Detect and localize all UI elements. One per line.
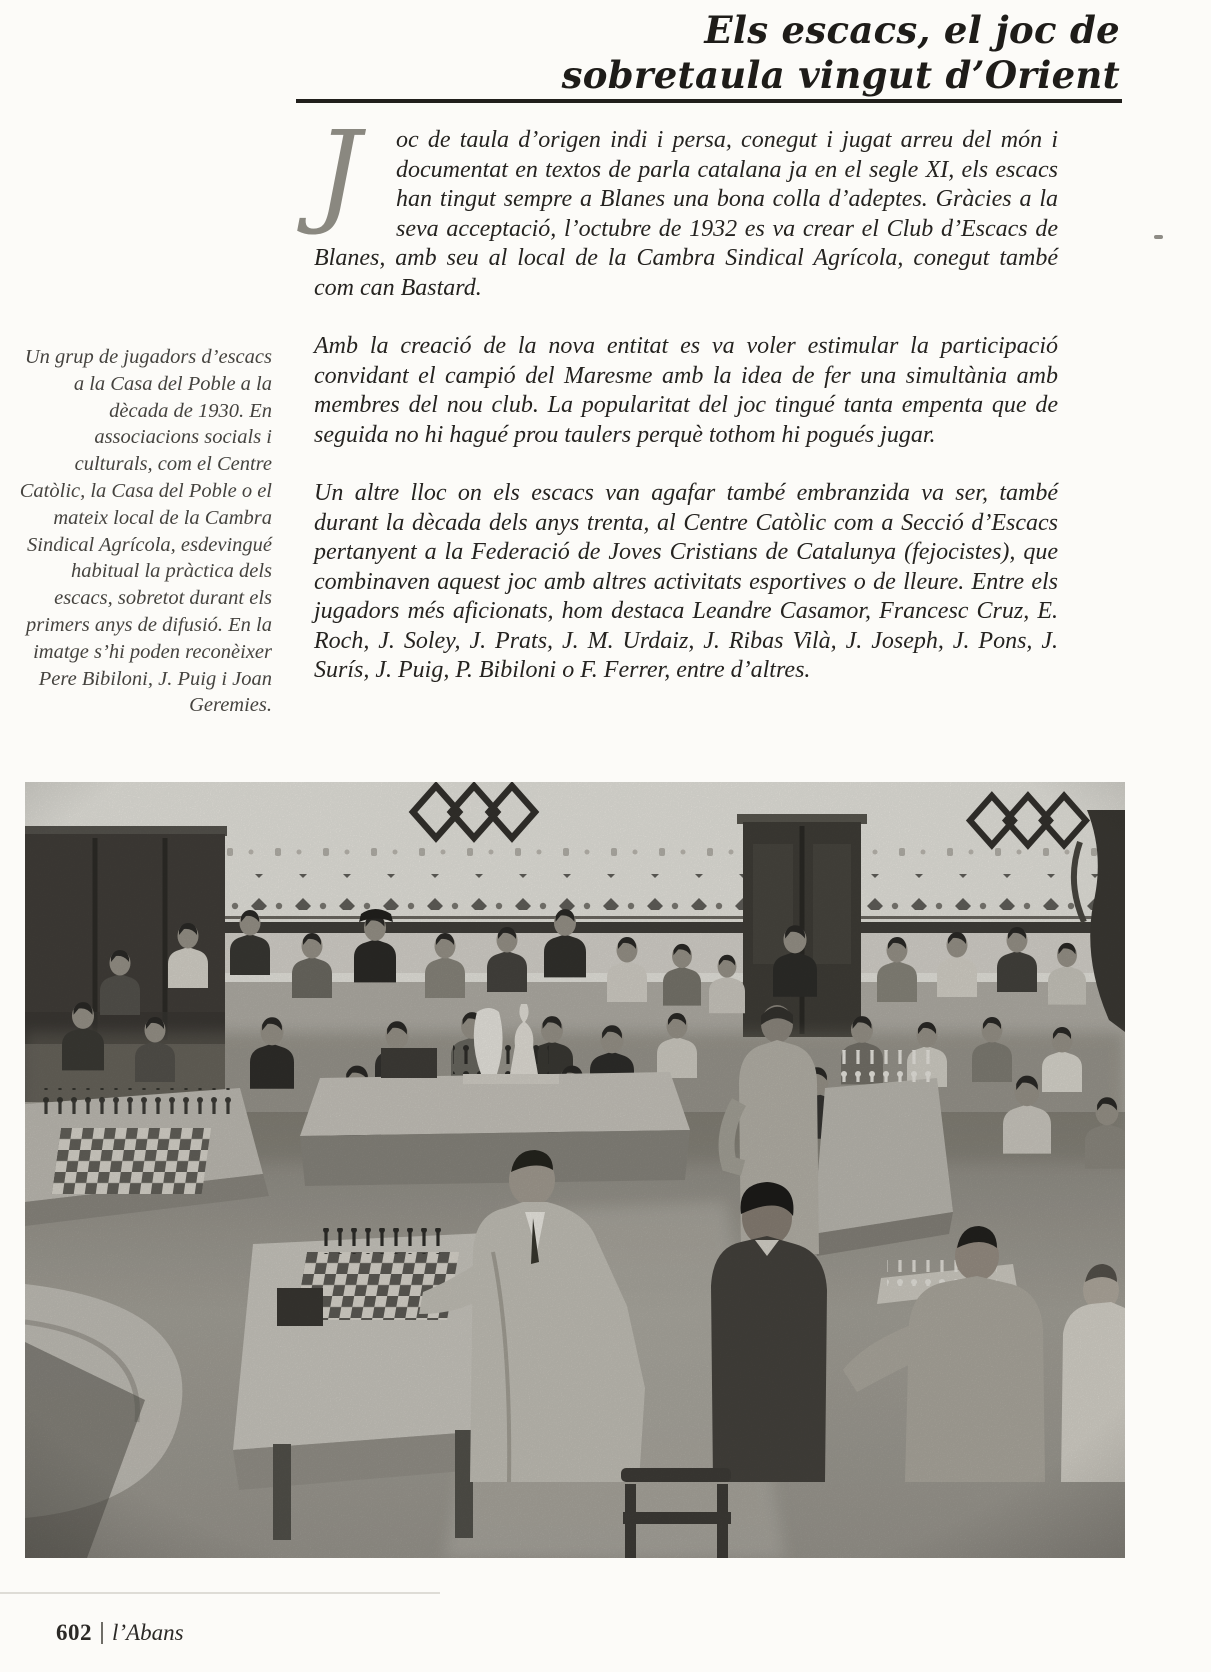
page-number: 602 [56,1620,92,1645]
article-body [314,108,1058,715]
photo-illustration [25,782,1125,1558]
paragraph-1-text: oc de taula d’origen indi i persa, conegut i jugat arreu del món i documentat en textos de parla catalana ja en el segle XI, els escacs han tingut sempre a Blanes una bona colla d’adeptes. Gràcies a la seva acceptació, l’octubre de 1932 es va crear el Club d’Escacs de Blanes, amb seu al local de la Cambra Sindical Agrícola, conegut també com can Bastard. [314,127,1058,301]
footer-divider [101,1622,103,1644]
photo-caption: Un grup de jugadors d’escacs a la Casa del Poble a la dècada de 1930. En associacions socials i culturals, com el Centre Catòlic, la Casa del Poble o el mateix local de la Cambra Sindical Agrícola, esdevingué habitual la pràctica dels escacs, sobretot durant els primers anys de difusió. En la imatge s’hi poden reconèixer Pere Bibiloni, J. Puig i Joan Geremies. [19,346,272,717]
print-artifact-line [0,1592,440,1594]
photo [25,782,1125,1558]
page-title-line2: sobretaula vingut d’Orient [561,53,1120,98]
paragraph-3: Un altre lloc on els escacs van agafar també embranzida va ser, també durant la dècada dels anys trenta, al Centre Catòlic com a Secció d’Escacs pertanyent a la Federació de Joves Cristians de Catalunya (fejocistes), que combinaven aquest joc amb altres activitats esportives o de lleure. Entre els jugadors més aficionats, hom destaca Leandre Casamor, Francesc Cruz, E. Roch, J. Soley, J. Prats, J. M. Urdaiz, J. Ribas Vilà, J. Joseph, J. Pons, J. Surís, J. Puig, P. Bibiloni o F. Ferrer, entre d’altres. [314,480,1058,683]
vignette [25,782,1125,1558]
title-divider [296,99,1122,103]
page-title [562,8,1120,98]
page-title-line1: Els escacs, el joc de [704,8,1120,52]
print-artifact-dash [1154,235,1163,239]
dropcap-letter: J [316,108,361,238]
paragraph-2: Amb la creació de la nova entitat es va voler estimular la participació convidant el campió del Maresme amb la idea de fer una simultània amb membres del nou club. La popularitat del joc tingué tanta empenta que de seguida no hi hagué prou taulers perquè tothom hi pogués jugar. [314,333,1058,448]
paragraph-1 [314,108,1058,303]
book-title: l’Abans [112,1620,184,1645]
page-footer [56,1620,184,1646]
